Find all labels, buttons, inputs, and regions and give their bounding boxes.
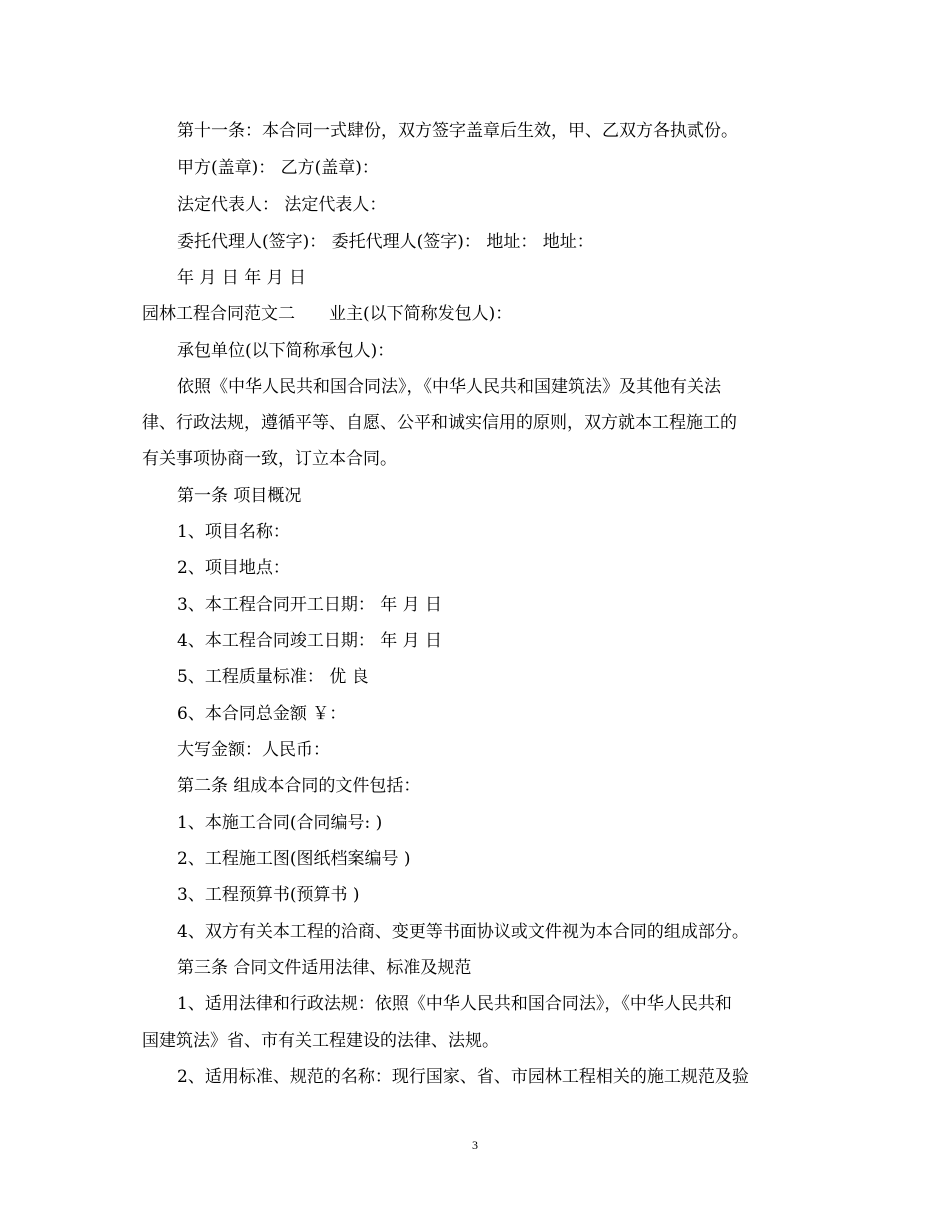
laws-item-line-1: 1、适用法律和行政法规：依照《中华人民共和国合同法》，《中华人民共和 [177, 994, 732, 1014]
budget-item: 3、工程预算书(预算书 ) [177, 885, 360, 905]
clause-11-line: 第十一条：本合同一式肆份，双方签字盖章后生效，甲、乙双方各执贰份。 [177, 121, 738, 141]
preamble-line-2: 律、行政法规，遵循平等、自愿、公平和诚实信用的原则，双方就本工程施工的 [142, 413, 737, 433]
drawings-item: 2、工程施工图(图纸档案编号 ) [177, 849, 411, 869]
sample-two-heading: 园林工程合同范文二 业主(以下简称发包人)： [142, 304, 513, 324]
contractor-line: 承包单位(以下简称承包人)： [177, 341, 395, 361]
start-date-item: 3、本工程合同开工日期： 年 月 日 [177, 595, 443, 615]
quality-standard-item: 5、工程质量标准： 优 良 [177, 667, 369, 687]
project-location-item: 2、项目地点： [177, 558, 290, 578]
completion-date-item: 4、本工程合同竣工日期： 年 月 日 [177, 631, 443, 651]
agent-address-line: 委托代理人(签字)： 委托代理人(签字)： 地址： 地址： [177, 232, 594, 252]
total-amount-item: 6、本合同总金额 ￥： [177, 704, 347, 724]
page-number: 3 [472, 1138, 478, 1152]
agreements-item: 4、双方有关本工程的洽商、变更等书面协议或文件视为本合同的组成部分。 [177, 922, 749, 942]
construction-contract-item: 1、本施工合同(合同编号: ) [177, 813, 383, 833]
article-1-heading: 第一条 项目概况 [177, 486, 302, 506]
article-2-heading: 第二条 组成本合同的文件包括： [177, 776, 421, 796]
project-name-item: 1、项目名称： [177, 522, 290, 542]
article-3-heading: 第三条 合同文件适用法律、标准及规范 [177, 958, 472, 978]
amount-in-words-item: 大写金额：人民币： [177, 740, 330, 760]
preamble-line-3: 有关事项协商一致，订立本合同。 [142, 449, 397, 469]
legal-representative-line: 法定代表人： 法定代表人： [177, 195, 387, 215]
party-a-b-seal-line: 甲方(盖章)： 乙方(盖章)： [177, 158, 379, 178]
standards-item-line-1: 2、适用标准、规范的名称：现行国家、省、市园林工程相关的施工规范及验 [177, 1067, 749, 1087]
preamble-line-1: 依照《中华人民共和国合同法》，《中华人民共和国建筑法》及其他有关法 [177, 377, 721, 397]
date-line: 年 月 日 年 月 日 [177, 268, 307, 288]
laws-item-line-2: 国建筑法》省、市有关工程建设的法律、法规。 [142, 1031, 499, 1051]
